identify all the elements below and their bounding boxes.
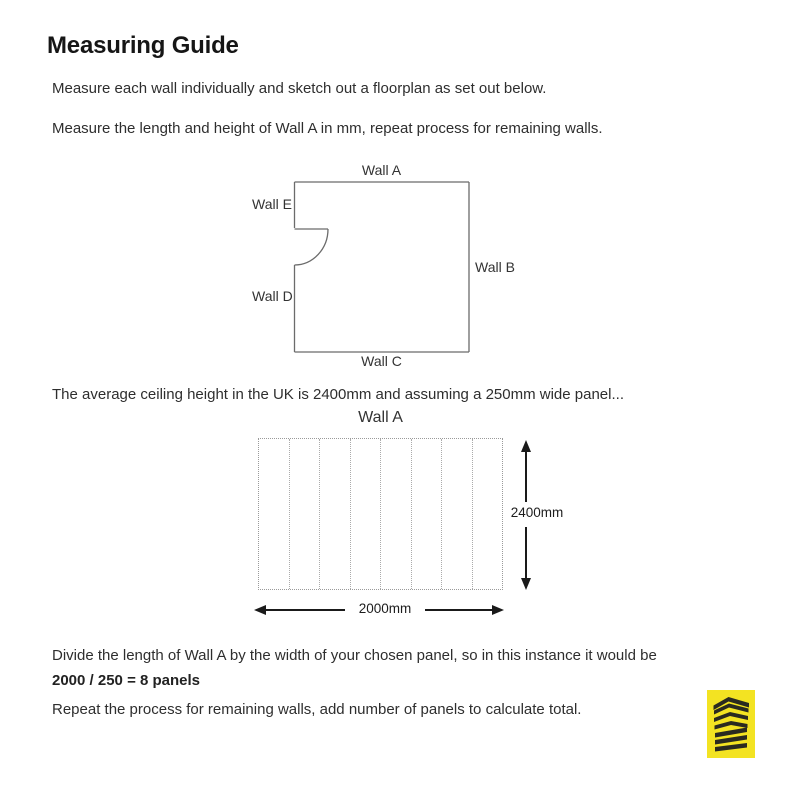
panel-cell [473,439,503,589]
width-dimension-label: 2000mm [358,601,412,616]
door-swing-arc [295,229,329,265]
ceiling-note: The average ceiling height in the UK is 2400mm and assuming a 250mm wide panel... [52,386,624,403]
panel-strip [258,438,503,590]
floorplan-label-wall-e: Wall E [252,196,292,212]
panel-diagram-title: Wall A [358,409,403,426]
panel-cell [412,439,443,589]
floorplan-label-wall-a: Wall A [361,162,402,178]
calc-line-2: Repeat the process for remaining walls, add number of panels to calculate total. [52,701,582,718]
panel-cell [290,439,321,589]
floorplan-label-wall-c: Wall C [361,353,402,369]
panel-cell [442,439,473,589]
calc-formula: 2000 / 250 = 8 panels [52,672,201,689]
panel-cell [320,439,351,589]
intro-line-1: Measure each wall individually and sketch out a floorplan as set out below. [52,80,547,97]
floorplan-label-wall-d: Wall D [252,288,293,304]
height-dimension-label: 2400mm [510,505,564,520]
brand-logo [707,690,755,758]
floorplan-label-wall-b: Wall B [475,259,515,275]
panel-cell [259,439,290,589]
intro-line-2: Measure the length and height of Wall A in mm, repeat process for remaining walls. [52,120,603,137]
panel-cell [381,439,412,589]
calc-line-1: Divide the length of Wall A by the width of your chosen panel, so in this instance it would be [52,647,657,664]
panel-cell [351,439,382,589]
floorplan-diagram [235,155,535,370]
page-title: Measuring Guide [47,32,239,59]
stacked-panels-icon [707,690,755,758]
